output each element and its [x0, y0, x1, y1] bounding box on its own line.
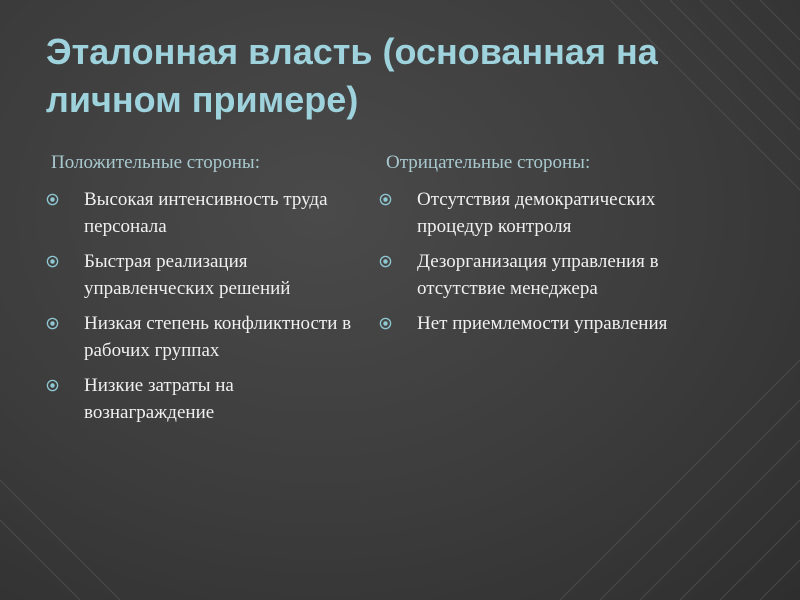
circle-bullet-icon: [46, 193, 59, 206]
list-item-text: Низкие затраты на вознаграждение: [84, 375, 234, 423]
circle-bullet-icon: [46, 255, 59, 268]
list-item-text: Быстрая реализация управленческих решений: [84, 251, 291, 299]
circle-bullet-icon: [46, 379, 59, 392]
circle-bullet-icon: [379, 255, 392, 268]
list-item: [44, 186, 364, 240]
list-item-text: Отсутствия демократических процедур контроля: [417, 189, 656, 237]
list-item: [44, 372, 364, 426]
circle-bullet-icon: [379, 317, 392, 330]
list-item: [377, 310, 697, 337]
list-item-text: Высокая интенсивность труда персонала: [84, 189, 328, 237]
negative-sides-list: [377, 186, 697, 345]
list-item: [377, 186, 697, 240]
circle-bullet-icon: [379, 193, 392, 206]
positive-sides-heading: Положительные стороны:: [51, 152, 260, 173]
list-item-text: Нет приемлемости управления: [417, 313, 668, 334]
list-item: [44, 310, 364, 364]
list-item: [377, 248, 697, 302]
positive-sides-list: [44, 186, 364, 434]
negative-sides-heading: Отрицательные стороны:: [386, 152, 591, 173]
list-item: [44, 248, 364, 302]
list-item-text: Дезорганизация управления в отсутствие менеджера: [417, 251, 659, 299]
slide-title: Эталонная власть (основанная на личном примере): [46, 31, 658, 120]
list-item-text: Низкая степень конфликтности в рабочих группах: [84, 313, 352, 361]
circle-bullet-icon: [46, 317, 59, 330]
